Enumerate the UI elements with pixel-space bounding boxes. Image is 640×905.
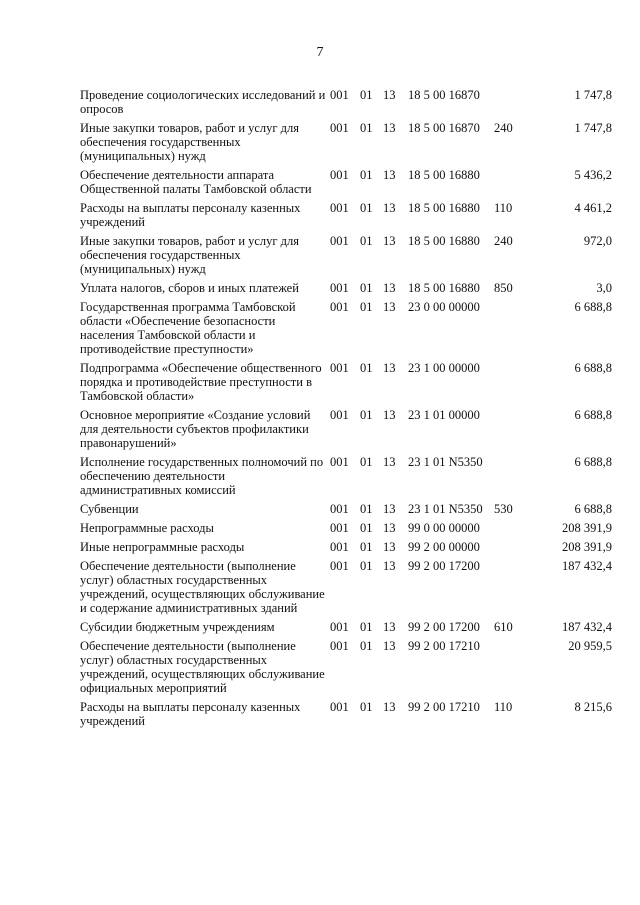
amount: 1 747,8 (574, 88, 612, 102)
amount: 4 461,2 (574, 201, 612, 215)
subsection-code: 13 (383, 455, 396, 469)
table-row (80, 502, 612, 521)
subsection-code: 13 (383, 88, 396, 102)
expense-name: Исполнение государственных полномочий по обеспечению деятельности административных комиссий (80, 455, 324, 497)
amount: 20 959,5 (568, 639, 612, 653)
table-row (80, 559, 612, 620)
expense-type-code: 240 (494, 121, 513, 135)
target-item-code: 99 2 00 17200 (408, 559, 480, 573)
expense-name: Субвенции (80, 502, 139, 516)
subsection-code: 13 (383, 234, 396, 248)
department-code: 001 (330, 234, 349, 248)
target-item-code: 99 2 00 17210 (408, 639, 480, 653)
amount: 208 391,9 (562, 521, 612, 535)
subsection-code: 13 (383, 408, 396, 422)
table-row (80, 300, 612, 361)
amount: 8 215,6 (574, 700, 612, 714)
page-number: 7 (316, 45, 324, 60)
subsection-code: 13 (383, 281, 396, 295)
amount: 187 432,4 (562, 620, 612, 634)
subsection-code: 13 (383, 300, 396, 314)
table-row (80, 121, 612, 168)
subsection-code: 13 (383, 540, 396, 554)
subsection-code: 13 (383, 700, 396, 714)
section-code: 01 (360, 408, 373, 422)
section-code: 01 (360, 88, 373, 102)
subsection-code: 13 (383, 361, 396, 375)
expense-type-code (494, 521, 532, 540)
expense-type-code (494, 408, 532, 455)
department-code: 001 (330, 620, 349, 634)
table-row (80, 540, 612, 559)
expense-name: Государственная программа Тамбовской области «Обеспечение безопасности населения Тамбовской области и противодействие преступности» (80, 300, 296, 356)
target-item-code: 23 0 00 00000 (408, 300, 480, 314)
expense-name: Проведение социологических исследований и опросов (80, 88, 326, 116)
table-row (80, 361, 612, 408)
department-code: 001 (330, 408, 349, 422)
amount: 1 747,8 (574, 121, 612, 135)
amount: 5 436,2 (574, 168, 612, 182)
table-row (80, 521, 612, 540)
target-item-code: 99 2 00 17200 (408, 620, 480, 634)
expense-type-code: 110 (494, 201, 513, 215)
subsection-code: 13 (383, 620, 396, 634)
target-item-code: 23 1 01 00000 (408, 408, 480, 422)
section-code: 01 (360, 700, 373, 714)
target-item-code: 18 5 00 16870 (408, 121, 480, 135)
table-row (80, 88, 612, 121)
department-code: 001 (330, 300, 349, 314)
expense-type-code: 610 (494, 620, 513, 634)
expense-name: Уплата налогов, сборов и иных платежей (80, 281, 299, 295)
amount: 6 688,8 (574, 455, 612, 469)
expense-type-code (494, 168, 532, 201)
budget-table-body (80, 88, 612, 733)
subsection-code: 13 (383, 559, 396, 573)
table-row (80, 168, 612, 201)
expense-name: Обеспечение деятельности аппарата Общественной палаты Тамбовской области (80, 168, 312, 196)
table-row (80, 639, 612, 700)
section-code: 01 (360, 300, 373, 314)
target-item-code: 18 5 00 16880 (408, 168, 480, 182)
table-row (80, 234, 612, 281)
department-code: 001 (330, 168, 349, 182)
section-code: 01 (360, 521, 373, 535)
section-code: 01 (360, 455, 373, 469)
target-item-code: 18 5 00 16880 (408, 281, 480, 295)
expense-name: Расходы на выплаты персоналу казенных учреждений (80, 700, 301, 728)
budget-table (80, 88, 612, 733)
department-code: 001 (330, 88, 349, 102)
expense-name: Иные непрограммные расходы (80, 540, 245, 554)
section-code: 01 (360, 168, 373, 182)
amount: 6 688,8 (574, 502, 612, 516)
subsection-code: 13 (383, 201, 396, 215)
subsection-code: 13 (383, 521, 396, 535)
target-item-code: 18 5 00 16880 (408, 201, 480, 215)
section-code: 01 (360, 559, 373, 573)
target-item-code: 23 1 01 N5350 (408, 502, 483, 516)
subsection-code: 13 (383, 168, 396, 182)
expense-name: Обеспечение деятельности (выполнение услуг) областных государственных учреждений, осуществляющих обслуживание и содержание административных зданий (80, 559, 325, 615)
expense-type-code: 530 (494, 502, 513, 516)
expense-name: Иные закупки товаров, работ и услуг для обеспечения государственных (муниципальных) нужд (80, 121, 300, 163)
expense-type-code: 110 (494, 700, 513, 714)
subsection-code: 13 (383, 639, 396, 653)
table-row (80, 201, 612, 234)
amount: 6 688,8 (574, 361, 612, 375)
expense-type-code (494, 361, 532, 408)
section-code: 01 (360, 361, 373, 375)
section-code: 01 (360, 540, 373, 554)
subsection-code: 13 (383, 502, 396, 516)
amount: 187 432,4 (562, 559, 612, 573)
expense-name: Подпрограмма «Обеспечение общественного порядка и противодействие преступности в Тамбовской области» (80, 361, 322, 403)
department-code: 001 (330, 502, 349, 516)
target-item-code: 99 2 00 00000 (408, 540, 480, 554)
table-row (80, 700, 612, 733)
expense-type-code (494, 639, 532, 700)
department-code: 001 (330, 121, 349, 135)
department-code: 001 (330, 700, 349, 714)
expense-type-code: 240 (494, 234, 513, 248)
section-code: 01 (360, 121, 373, 135)
expense-name: Основное мероприятие «Создание условий для деятельности субъектов профилактики правонарушений» (80, 408, 311, 450)
amount: 208 391,9 (562, 540, 612, 554)
table-row (80, 281, 612, 300)
department-code: 001 (330, 201, 349, 215)
expense-name: Субсидии бюджетным учреждениям (80, 620, 275, 634)
expense-type-code: 850 (494, 281, 513, 295)
department-code: 001 (330, 559, 349, 573)
section-code: 01 (360, 502, 373, 516)
amount: 3,0 (596, 281, 612, 295)
table-row (80, 620, 612, 639)
amount: 972,0 (583, 234, 612, 248)
target-item-code: 23 1 00 00000 (408, 361, 480, 375)
target-item-code: 18 5 00 16880 (408, 234, 480, 248)
section-code: 01 (360, 281, 373, 295)
target-item-code: 99 0 00 00000 (408, 521, 480, 535)
table-row (80, 455, 612, 502)
subsection-code: 13 (383, 121, 396, 135)
target-item-code: 23 1 01 N5350 (408, 455, 483, 469)
department-code: 001 (330, 540, 349, 554)
section-code: 01 (360, 639, 373, 653)
table-row (80, 408, 612, 455)
expense-name: Иные закупки товаров, работ и услуг для обеспечения государственных (муниципальных) нужд (80, 234, 300, 276)
expense-name: Расходы на выплаты персоналу казенных учреждений (80, 201, 301, 229)
expense-type-code (494, 559, 532, 620)
section-code: 01 (360, 201, 373, 215)
expense-type-code (494, 540, 532, 559)
department-code: 001 (330, 281, 349, 295)
target-item-code: 18 5 00 16870 (408, 88, 480, 102)
department-code: 001 (330, 361, 349, 375)
target-item-code: 99 2 00 17210 (408, 700, 480, 714)
department-code: 001 (330, 521, 349, 535)
expense-type-code (494, 300, 532, 361)
expense-name: Непрограммные расходы (80, 521, 214, 535)
amount: 6 688,8 (574, 300, 612, 314)
section-code: 01 (360, 234, 373, 248)
expense-name: Обеспечение деятельности (выполнение услуг) областных государственных учреждений, осуществляющих обслуживание официальных мероприятий (80, 639, 325, 695)
section-code: 01 (360, 620, 373, 634)
expense-type-code (494, 88, 532, 121)
department-code: 001 (330, 455, 349, 469)
expense-type-code (494, 455, 532, 502)
amount: 6 688,8 (574, 408, 612, 422)
department-code: 001 (330, 639, 349, 653)
